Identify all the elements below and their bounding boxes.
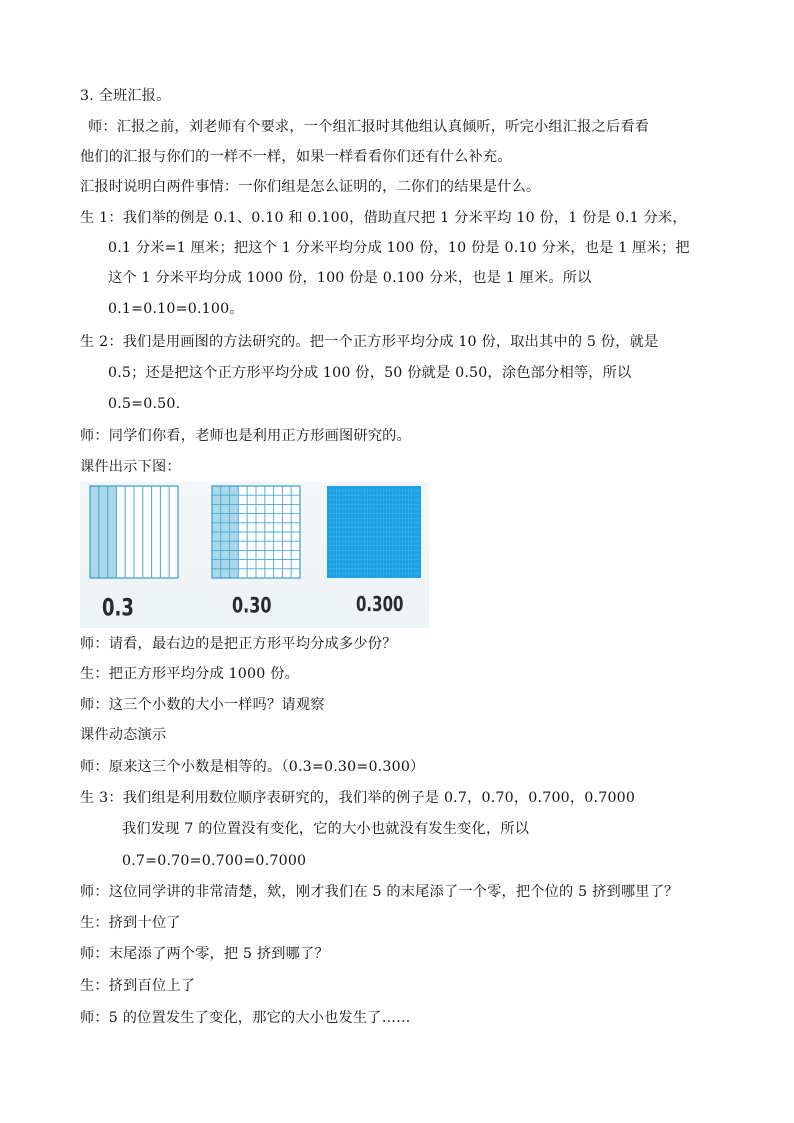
figure-label-0.300: 0.300 xyxy=(356,592,404,617)
text-line: 生：挤到十位了 xyxy=(80,915,181,931)
section-heading: 3. 全班汇报。 xyxy=(80,88,171,104)
text-line: 师：末尾添了两个零，把 5 挤到哪了？ xyxy=(80,946,329,962)
figure-label-0.3: 0.3 xyxy=(102,594,134,623)
square-tenths-shaded xyxy=(90,486,116,578)
text-line: 师：这位同学讲的非常清楚，欸，刚才我们在 5 的末尾添了一个零，把个位的 5 挤到哪里了？ xyxy=(80,884,679,900)
text-line: 生 1：我们举的例是 0.1、0.10 和 0.100，借助直尺把 1 分米平均 10 份，1 份是 0.1 分米， xyxy=(80,210,687,226)
text-line: 师：这三个小数的大小一样吗？请观察 xyxy=(80,697,325,713)
text-line: 师：5 的位置发生了变化，那它的大小也发生了…… xyxy=(80,1010,411,1026)
text-line: 0.5；还是把这个正方形平均分成 100 份，50 份就是 0.50，涂色部分相等，所以 xyxy=(108,365,632,381)
text-line: 0.7=0.70=0.700=0.7000 xyxy=(122,853,307,869)
figure-label-0.30: 0.30 xyxy=(232,592,272,618)
text-line: 0.1=0.10=0.100。 xyxy=(108,301,244,317)
text-line: 汇报时说明白两件事情：一你们组是怎么证明的，二你们的结果是什么。 xyxy=(80,179,541,195)
decimal-square-figure xyxy=(80,482,429,628)
text-line: 生：挤到百位上了 xyxy=(80,978,196,994)
text-line: 0.5=0.50. xyxy=(108,396,181,412)
text-line: 课件动态演示 xyxy=(80,727,167,743)
text-line: 生 3：我们组是利用数位顺序表研究的，我们举的例子是 0.7，0.70，0.700，0.7000 xyxy=(80,790,636,806)
text-line: 课件出示下图： xyxy=(80,459,181,475)
text-line: 师：原来这三个小数是相等的。（0.3=0.30=0.300） xyxy=(80,759,425,775)
text-line: 师：同学们你看，老师也是利用正方形画图研究的。 xyxy=(80,428,411,444)
text-line: 师：请看，最右边的是把正方形平均分成多少份？ xyxy=(80,636,397,652)
text-line: 这个 1 分米平均分成 1000 份，100 份是 0.100 分米，也是 1 厘米。所以 xyxy=(108,270,592,286)
text-line: 我们发现 7 的位置没有变化，它的大小也就没有发生变化，所以 xyxy=(122,821,530,837)
text-line: 师：汇报之前，刘老师有个要求，一个组汇报时其他组认真倾听，听完小组汇报之后看看 xyxy=(88,119,650,135)
text-line: 生：把正方形平均分成 1000 份。 xyxy=(80,666,299,682)
text-line: 他们的汇报与你们的一样不一样，如果一样看看你们还有什么补充。 xyxy=(80,149,512,165)
text-line: 0.1 分米=1 厘米；把这个 1 分米平均分成 100 份，10 份是 0.10 分米，也是 1 厘米；把 xyxy=(108,240,690,256)
text-line: 生 2：我们是用画图的方法研究的。把一个正方形平均分成 10 份，取出其中的 5 份，就是 xyxy=(80,334,659,350)
